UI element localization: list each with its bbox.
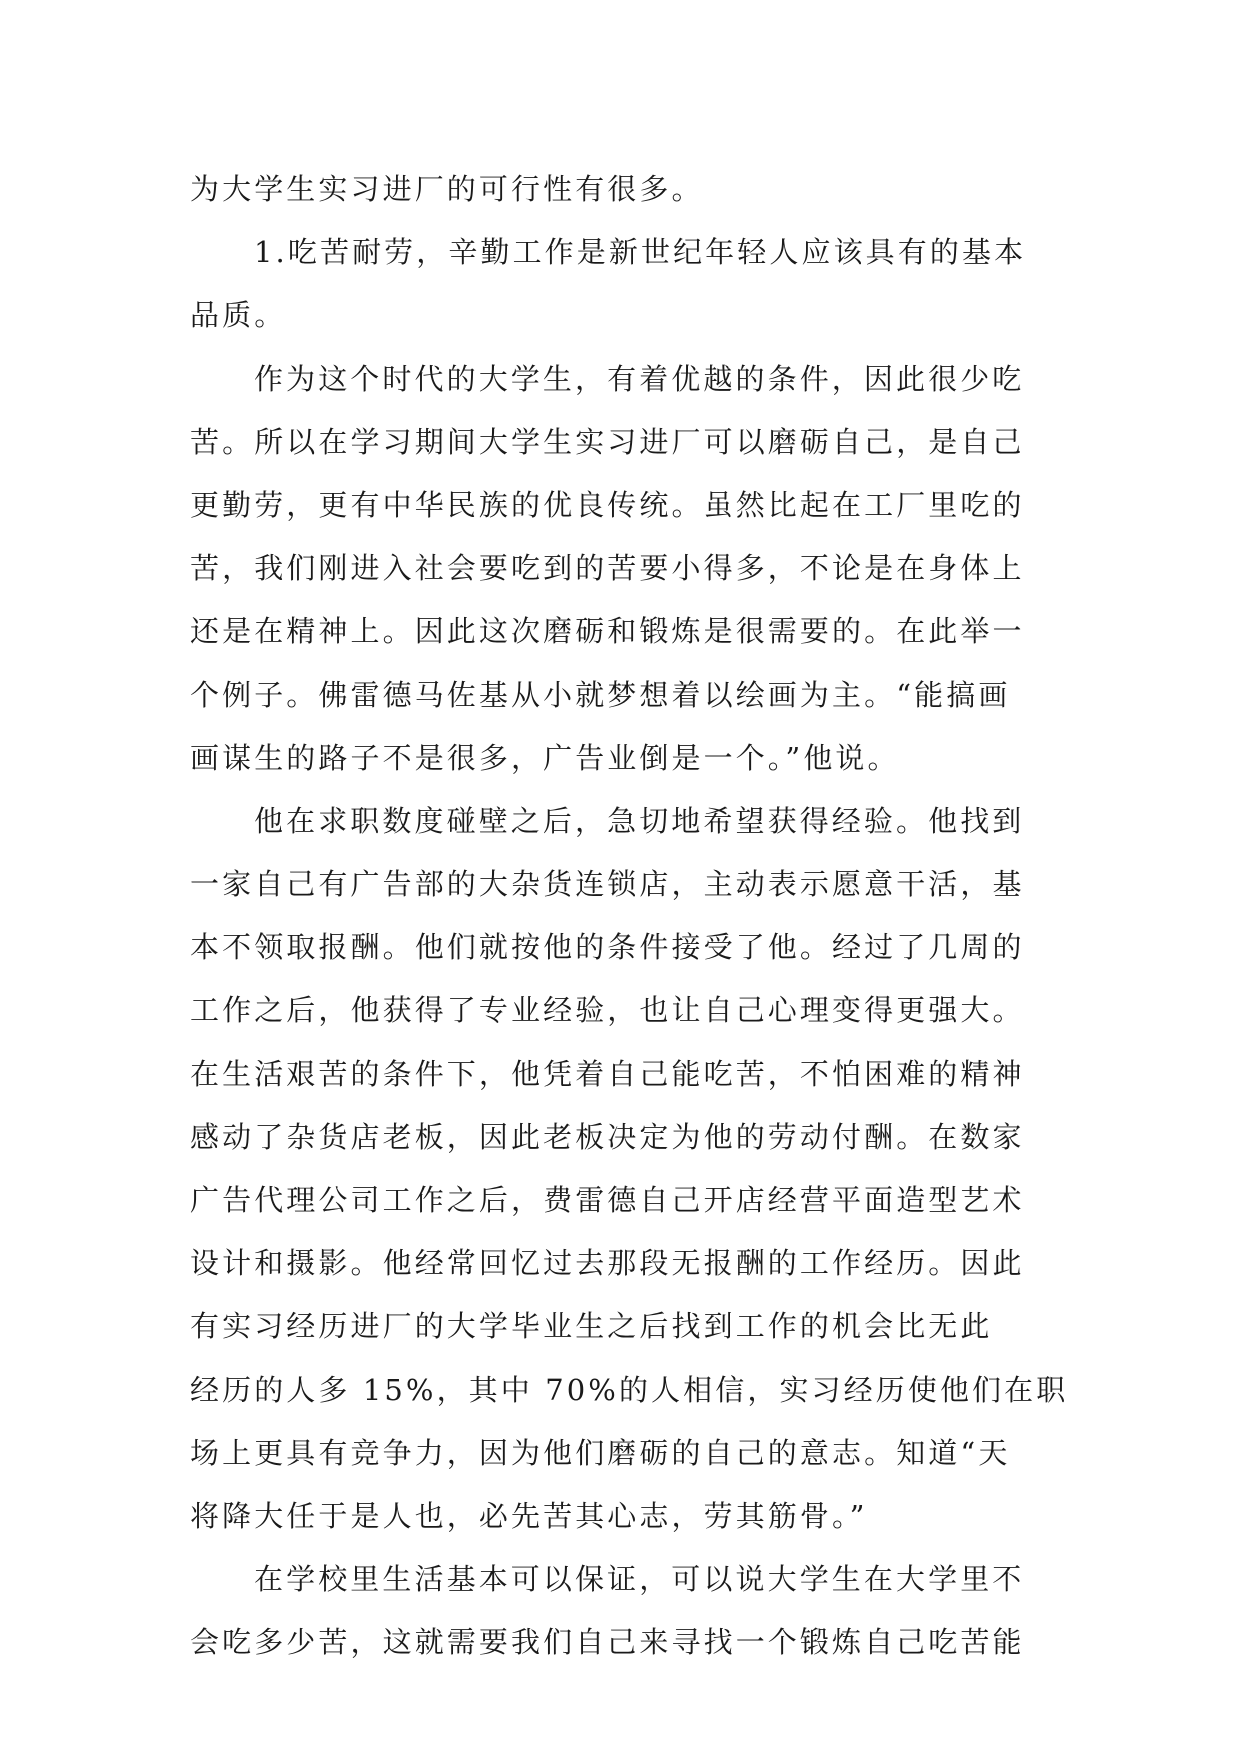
text-line: 将降大任于是人也，必先苦其心志，劳其筋骨。”: [190, 1498, 868, 1533]
document-body: [190, 158, 1070, 1675]
text-line: 本不领取报酬。他们就按他的条件接受了他。经过了几周的: [190, 930, 1025, 965]
text-line: 苦，我们刚进入社会要吃到的苦要小得多，不论是在身体上: [190, 551, 1025, 586]
text-line: 1.吃苦耐劳，辛勤工作是新世纪年轻人应该具有的基本: [254, 235, 1027, 270]
text-line: 更勤劳，更有中华民族的优良传统。虽然比起在工厂里吃的: [190, 487, 1025, 522]
text-line: 有实习经历进厂的大学毕业生之后找到工作的机会比无此: [190, 1309, 993, 1344]
text-line: 场上更具有竞争力，因为他们磨砺的自己的意志。知道“天: [190, 1435, 1011, 1470]
text-line: 在生活艰苦的条件下，他凭着自己能吃苦，不怕困难的精神: [190, 1056, 1025, 1091]
text-line: 作为这个时代的大学生，有着优越的条件，因此很少吃: [254, 361, 1025, 396]
text-line: 他在求职数度碰壁之后，急切地希望获得经验。他找到: [254, 803, 1025, 838]
text-line: 品质。: [190, 298, 287, 333]
text-line: 设计和摄影。他经常回忆过去那段无报酬的工作经历。因此: [190, 1246, 1025, 1281]
text-line: 工作之后，他获得了专业经验，也让自己心理变得更强大。: [190, 993, 1025, 1028]
text-line: 为大学生实习进厂的可行性有很多。: [190, 172, 704, 206]
text-line: 画谋生的路子不是很多，广告业倒是一个。”他说。: [190, 740, 900, 775]
text-line: 一家自己有广告部的大杂货连锁店，主动表示愿意干活，基: [190, 867, 1025, 902]
text-line: 还是在精神上。因此这次磨砺和锻炼是很需要的。在此举一: [190, 614, 1025, 649]
text-line: 会吃多少苦，这就需要我们自己来寻找一个锻炼自己吃苦能: [190, 1625, 1025, 1660]
text-line: 苦。所以在学习期间大学生实习进厂可以磨砺自己，是自己: [190, 424, 1025, 459]
text-line: 广告代理公司工作之后，费雷德自己开店经营平面造型艺术: [190, 1183, 1025, 1217]
text-line: 经历的人多 15%，其中 70%的人相信，实习经历使他们在职: [190, 1372, 1069, 1407]
text-line: 个例子。佛雷德马佐基从小就梦想着以绘画为主。“能搞画: [190, 677, 1011, 712]
text-line: 感动了杂货店老板，因此老板决定为他的劳动付酬。在数家: [190, 1119, 1025, 1154]
text-line: 在学校里生活基本可以保证，可以说大学生在大学里不: [254, 1562, 1025, 1597]
